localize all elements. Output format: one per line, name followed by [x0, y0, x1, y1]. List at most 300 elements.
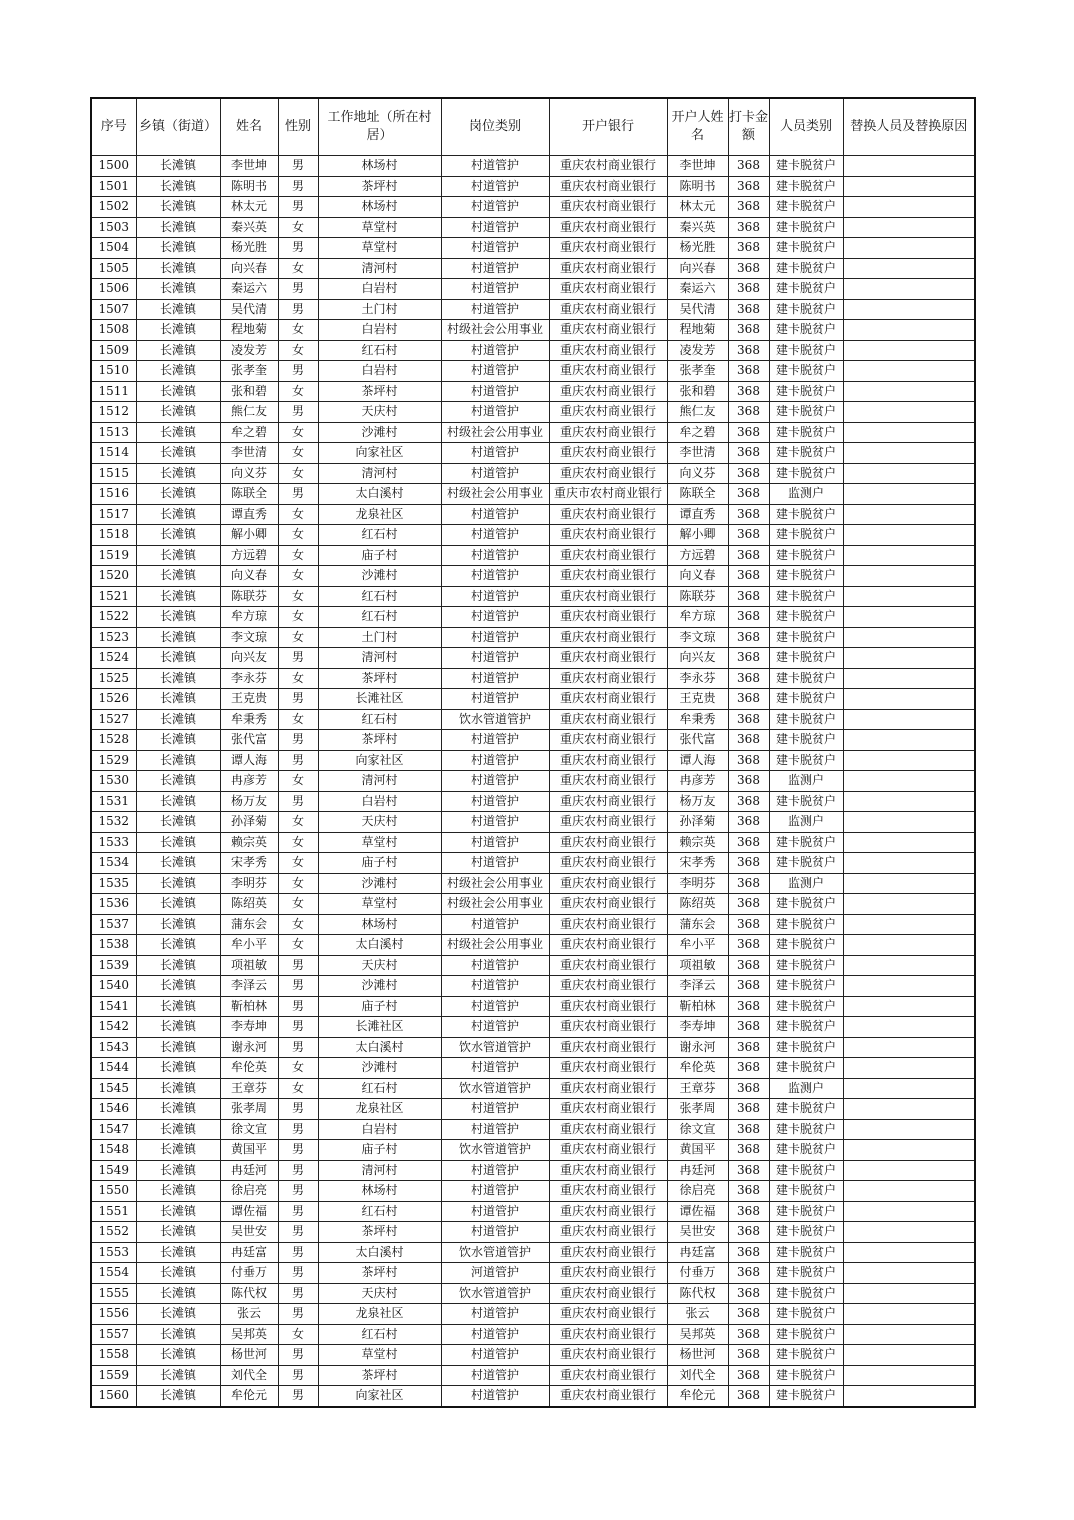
- cell-name: 牟伦英: [220, 1058, 278, 1079]
- cell-gender: 女: [278, 812, 318, 833]
- cell-position-type: 村道管护: [441, 955, 549, 976]
- cell-name: 赖宗英: [220, 832, 278, 853]
- cell-position-type: 村道管护: [441, 791, 549, 812]
- header-index: 序号: [91, 98, 136, 156]
- cell-name: 程地菊: [220, 320, 278, 341]
- table-row: [91, 1099, 975, 1120]
- cell-position-type: 村道管护: [441, 238, 549, 259]
- cell-account-holder: 李世坤: [667, 156, 728, 177]
- cell-gender: 女: [278, 935, 318, 956]
- cell-amount: 368: [728, 381, 769, 402]
- cell-person-category: 建卡脱贫户: [769, 730, 843, 751]
- cell-account-holder: 李永芬: [667, 668, 728, 689]
- cell-account-holder: 牟伦元: [667, 1386, 728, 1407]
- cell-name: 吴邦英: [220, 1324, 278, 1345]
- cell-index: 1502: [91, 197, 136, 218]
- cell-account-holder: 陈联芬: [667, 586, 728, 607]
- cell-bank: 重庆农村商业银行: [549, 176, 667, 197]
- cell-amount: 368: [728, 238, 769, 259]
- cell-person-category: 建卡脱贫户: [769, 976, 843, 997]
- cell-name: 张和碧: [220, 381, 278, 402]
- cell-position-type: 村道管护: [441, 607, 549, 628]
- cell-work-address: 长滩社区: [318, 689, 441, 710]
- cell-replacement: [843, 1058, 975, 1079]
- cell-township: 长滩镇: [136, 1078, 220, 1099]
- cell-position-type: 村道管护: [441, 156, 549, 177]
- cell-replacement: [843, 709, 975, 730]
- cell-bank: 重庆农村商业银行: [549, 627, 667, 648]
- cell-position-type: 村道管护: [441, 1181, 549, 1202]
- cell-account-holder: 付垂万: [667, 1263, 728, 1284]
- table-row: [91, 1140, 975, 1161]
- cell-position-type: 村道管护: [441, 197, 549, 218]
- cell-person-category: 监测户: [769, 484, 843, 505]
- cell-person-category: 建卡脱贫户: [769, 504, 843, 525]
- cell-gender: 女: [278, 504, 318, 525]
- table-row: [91, 832, 975, 853]
- table-row: [91, 402, 975, 423]
- cell-bank: 重庆农村商业银行: [549, 1242, 667, 1263]
- cell-amount: 368: [728, 607, 769, 628]
- cell-amount: 368: [728, 545, 769, 566]
- cell-position-type: 村道管护: [441, 996, 549, 1017]
- cell-replacement: [843, 545, 975, 566]
- cell-replacement: [843, 320, 975, 341]
- cell-township: 长滩镇: [136, 320, 220, 341]
- cell-name: 杨万友: [220, 791, 278, 812]
- cell-account-holder: 牟方琼: [667, 607, 728, 628]
- cell-position-type: 村道管护: [441, 1324, 549, 1345]
- cell-township: 长滩镇: [136, 976, 220, 997]
- cell-name: 项祖敏: [220, 955, 278, 976]
- cell-work-address: 龙泉社区: [318, 504, 441, 525]
- cell-name: 秦运六: [220, 279, 278, 300]
- cell-replacement: [843, 1345, 975, 1366]
- cell-bank: 重庆农村商业银行: [549, 832, 667, 853]
- cell-work-address: 白岩村: [318, 791, 441, 812]
- cell-bank: 重庆农村商业银行: [549, 1263, 667, 1284]
- cell-amount: 368: [728, 361, 769, 382]
- cell-replacement: [843, 1099, 975, 1120]
- cell-amount: 368: [728, 279, 769, 300]
- cell-bank: 重庆农村商业银行: [549, 566, 667, 587]
- cell-gender: 男: [278, 1017, 318, 1038]
- cell-account-holder: 陈绍英: [667, 894, 728, 915]
- cell-work-address: 龙泉社区: [318, 1304, 441, 1325]
- header-name: 姓名: [220, 98, 278, 156]
- cell-amount: 368: [728, 791, 769, 812]
- cell-gender: 女: [278, 1324, 318, 1345]
- cell-amount: 368: [728, 873, 769, 894]
- cell-position-type: 村道管护: [441, 1160, 549, 1181]
- cell-account-holder: 谭直秀: [667, 504, 728, 525]
- cell-replacement: [843, 1119, 975, 1140]
- cell-index: 1536: [91, 894, 136, 915]
- cell-township: 长滩镇: [136, 1283, 220, 1304]
- cell-township: 长滩镇: [136, 1140, 220, 1161]
- cell-position-type: 村道管护: [441, 1386, 549, 1407]
- cell-person-category: 建卡脱贫户: [769, 381, 843, 402]
- cell-index: 1520: [91, 566, 136, 587]
- cell-bank: 重庆农村商业银行: [549, 1181, 667, 1202]
- table-row: [91, 730, 975, 751]
- table-row: [91, 1058, 975, 1079]
- cell-gender: 男: [278, 1283, 318, 1304]
- cell-work-address: 天庆村: [318, 1283, 441, 1304]
- header-row: [91, 98, 975, 156]
- cell-gender: 男: [278, 1263, 318, 1284]
- cell-index: 1532: [91, 812, 136, 833]
- cell-replacement: [843, 238, 975, 259]
- cell-person-category: 建卡脱贫户: [769, 1345, 843, 1366]
- cell-gender: 女: [278, 853, 318, 874]
- cell-work-address: 太白溪村: [318, 1242, 441, 1263]
- cell-account-holder: 吴邦英: [667, 1324, 728, 1345]
- table-row: [91, 1324, 975, 1345]
- cell-position-type: 村道管护: [441, 279, 549, 300]
- cell-person-category: 建卡脱贫户: [769, 463, 843, 484]
- table-row: [91, 1365, 975, 1386]
- cell-work-address: 红石村: [318, 340, 441, 361]
- cell-amount: 368: [728, 1058, 769, 1079]
- cell-replacement: [843, 402, 975, 423]
- cell-person-category: 建卡脱贫户: [769, 894, 843, 915]
- cell-work-address: 沙滩村: [318, 976, 441, 997]
- cell-person-category: 建卡脱贫户: [769, 1058, 843, 1079]
- cell-account-holder: 吴世安: [667, 1222, 728, 1243]
- cell-replacement: [843, 873, 975, 894]
- header-account-holder: 开户人姓名: [667, 98, 728, 156]
- cell-name: 孙泽菊: [220, 812, 278, 833]
- cell-gender: 女: [278, 1058, 318, 1079]
- table-row: [91, 176, 975, 197]
- cell-person-category: 建卡脱贫户: [769, 1324, 843, 1345]
- cell-position-type: 村道管护: [441, 1017, 549, 1038]
- cell-index: 1529: [91, 750, 136, 771]
- cell-bank: 重庆农村商业银行: [549, 1365, 667, 1386]
- cell-account-holder: 程地菊: [667, 320, 728, 341]
- cell-replacement: [843, 1017, 975, 1038]
- cell-township: 长滩镇: [136, 217, 220, 238]
- cell-account-holder: 方远碧: [667, 545, 728, 566]
- cell-person-category: 建卡脱贫户: [769, 1119, 843, 1140]
- cell-person-category: 建卡脱贫户: [769, 1017, 843, 1038]
- cell-index: 1550: [91, 1181, 136, 1202]
- cell-bank: 重庆农村商业银行: [549, 1099, 667, 1120]
- table-row: [91, 627, 975, 648]
- cell-gender: 男: [278, 176, 318, 197]
- cell-person-category: 建卡脱贫户: [769, 156, 843, 177]
- cell-township: 长滩镇: [136, 381, 220, 402]
- table-row: [91, 1078, 975, 1099]
- cell-work-address: 白岩村: [318, 361, 441, 382]
- cell-township: 长滩镇: [136, 176, 220, 197]
- cell-bank: 重庆农村商业银行: [549, 668, 667, 689]
- cell-position-type: 村道管护: [441, 258, 549, 279]
- cell-bank: 重庆农村商业银行: [549, 648, 667, 669]
- cell-name: 谭佐福: [220, 1201, 278, 1222]
- cell-bank: 重庆农村商业银行: [549, 1345, 667, 1366]
- cell-gender: 女: [278, 463, 318, 484]
- table-row: [91, 586, 975, 607]
- cell-replacement: [843, 1201, 975, 1222]
- header-person-category: 人员类别: [769, 98, 843, 156]
- cell-index: 1504: [91, 238, 136, 259]
- cell-account-holder: 徐启亮: [667, 1181, 728, 1202]
- cell-gender: 女: [278, 566, 318, 587]
- cell-township: 长滩镇: [136, 894, 220, 915]
- cell-replacement: [843, 381, 975, 402]
- table-row: [91, 1181, 975, 1202]
- cell-work-address: 向家社区: [318, 750, 441, 771]
- cell-position-type: 村道管护: [441, 463, 549, 484]
- cell-township: 长滩镇: [136, 873, 220, 894]
- cell-gender: 男: [278, 1099, 318, 1120]
- cell-bank: 重庆农村商业银行: [549, 996, 667, 1017]
- cell-bank: 重庆农村商业银行: [549, 1304, 667, 1325]
- cell-account-holder: 杨光胜: [667, 238, 728, 259]
- cell-account-holder: 熊仁友: [667, 402, 728, 423]
- cell-position-type: 村道管护: [441, 1345, 549, 1366]
- cell-bank: 重庆农村商业银行: [549, 504, 667, 525]
- cell-gender: 女: [278, 320, 318, 341]
- cell-gender: 男: [278, 402, 318, 423]
- cell-index: 1530: [91, 771, 136, 792]
- cell-index: 1512: [91, 402, 136, 423]
- cell-person-category: 建卡脱贫户: [769, 935, 843, 956]
- cell-account-holder: 张孝周: [667, 1099, 728, 1120]
- cell-position-type: 村道管护: [441, 853, 549, 874]
- cell-gender: 女: [278, 709, 318, 730]
- cell-bank: 重庆农村商业银行: [549, 750, 667, 771]
- cell-name: 谭直秀: [220, 504, 278, 525]
- cell-name: 宋孝秀: [220, 853, 278, 874]
- cell-index: 1541: [91, 996, 136, 1017]
- cell-index: 1516: [91, 484, 136, 505]
- cell-name: 张代富: [220, 730, 278, 751]
- cell-bank: 重庆农村商业银行: [549, 586, 667, 607]
- cell-name: 向义春: [220, 566, 278, 587]
- cell-township: 长滩镇: [136, 156, 220, 177]
- cell-township: 长滩镇: [136, 791, 220, 812]
- cell-amount: 368: [728, 463, 769, 484]
- cell-replacement: [843, 730, 975, 751]
- cell-position-type: 村道管护: [441, 1099, 549, 1120]
- cell-name: 牟小平: [220, 935, 278, 956]
- cell-bank: 重庆农村商业银行: [549, 463, 667, 484]
- table-row: [91, 709, 975, 730]
- cell-work-address: 茶坪村: [318, 1365, 441, 1386]
- cell-replacement: [843, 914, 975, 935]
- cell-person-category: 建卡脱贫户: [769, 1283, 843, 1304]
- cell-work-address: 草堂村: [318, 217, 441, 238]
- cell-amount: 368: [728, 197, 769, 218]
- cell-bank: 重庆农村商业银行: [549, 894, 667, 915]
- cell-bank: 重庆农村商业银行: [549, 238, 667, 259]
- cell-replacement: [843, 771, 975, 792]
- table-row: [91, 996, 975, 1017]
- cell-amount: 368: [728, 1222, 769, 1243]
- cell-work-address: 草堂村: [318, 832, 441, 853]
- cell-bank: 重庆农村商业银行: [549, 258, 667, 279]
- cell-position-type: 村道管护: [441, 504, 549, 525]
- cell-position-type: 饮水管道管护: [441, 1140, 549, 1161]
- cell-work-address: 茶坪村: [318, 1263, 441, 1284]
- cell-township: 长滩镇: [136, 1324, 220, 1345]
- cell-account-holder: 王章芬: [667, 1078, 728, 1099]
- cell-index: 1506: [91, 279, 136, 300]
- cell-township: 长滩镇: [136, 627, 220, 648]
- cell-name: 冉廷河: [220, 1160, 278, 1181]
- cell-amount: 368: [728, 1140, 769, 1161]
- cell-person-category: 建卡脱贫户: [769, 689, 843, 710]
- cell-position-type: 村道管护: [441, 771, 549, 792]
- cell-person-category: 监测户: [769, 771, 843, 792]
- cell-amount: 368: [728, 299, 769, 320]
- cell-amount: 368: [728, 1242, 769, 1263]
- cell-position-type: 村道管护: [441, 976, 549, 997]
- cell-replacement: [843, 1160, 975, 1181]
- cell-index: 1553: [91, 1242, 136, 1263]
- cell-amount: 368: [728, 689, 769, 710]
- cell-bank: 重庆农村商业银行: [549, 381, 667, 402]
- table-row: [91, 1160, 975, 1181]
- cell-account-holder: 秦兴英: [667, 217, 728, 238]
- cell-position-type: 村道管护: [441, 299, 549, 320]
- cell-work-address: 太白溪村: [318, 935, 441, 956]
- cell-township: 长滩镇: [136, 689, 220, 710]
- cell-position-type: 村道管护: [441, 176, 549, 197]
- cell-township: 长滩镇: [136, 709, 220, 730]
- cell-name: 方远碧: [220, 545, 278, 566]
- cell-township: 长滩镇: [136, 1201, 220, 1222]
- cell-amount: 368: [728, 668, 769, 689]
- cell-work-address: 红石村: [318, 1324, 441, 1345]
- cell-position-type: 饮水管道管护: [441, 1078, 549, 1099]
- cell-person-category: 建卡脱贫户: [769, 1201, 843, 1222]
- cell-name: 牟伦元: [220, 1386, 278, 1407]
- cell-amount: 368: [728, 771, 769, 792]
- cell-index: 1549: [91, 1160, 136, 1181]
- cell-replacement: [843, 1263, 975, 1284]
- cell-amount: 368: [728, 935, 769, 956]
- cell-amount: 368: [728, 1099, 769, 1120]
- cell-replacement: [843, 586, 975, 607]
- cell-work-address: 沙滩村: [318, 1058, 441, 1079]
- cell-position-type: 饮水管道管护: [441, 1242, 549, 1263]
- cell-account-holder: 牟之碧: [667, 422, 728, 443]
- cell-amount: 368: [728, 1201, 769, 1222]
- cell-work-address: 清河村: [318, 648, 441, 669]
- cell-person-category: 建卡脱贫户: [769, 955, 843, 976]
- cell-position-type: 村道管护: [441, 668, 549, 689]
- table-row: [91, 463, 975, 484]
- cell-township: 长滩镇: [136, 402, 220, 423]
- cell-name: 李世坤: [220, 156, 278, 177]
- cell-work-address: 向家社区: [318, 443, 441, 464]
- cell-index: 1524: [91, 648, 136, 669]
- cell-account-holder: 林太元: [667, 197, 728, 218]
- cell-gender: 女: [278, 443, 318, 464]
- cell-work-address: 庙子村: [318, 996, 441, 1017]
- cell-person-category: 建卡脱贫户: [769, 709, 843, 730]
- cell-replacement: [843, 853, 975, 874]
- cell-replacement: [843, 832, 975, 853]
- cell-position-type: 村级社会公用事业: [441, 873, 549, 894]
- cell-amount: 368: [728, 976, 769, 997]
- cell-amount: 368: [728, 853, 769, 874]
- roster-table: [90, 97, 976, 1408]
- table-row: [91, 914, 975, 935]
- cell-gender: 女: [278, 914, 318, 935]
- cell-index: 1501: [91, 176, 136, 197]
- cell-work-address: 红石村: [318, 1078, 441, 1099]
- cell-replacement: [843, 750, 975, 771]
- cell-township: 长滩镇: [136, 935, 220, 956]
- cell-bank: 重庆农村商业银行: [549, 402, 667, 423]
- cell-name: 王克贵: [220, 689, 278, 710]
- cell-gender: 男: [278, 1160, 318, 1181]
- cell-gender: 女: [278, 771, 318, 792]
- cell-bank: 重庆农村商业银行: [549, 771, 667, 792]
- cell-person-category: 建卡脱贫户: [769, 1160, 843, 1181]
- header-position-type: 岗位类别: [441, 98, 549, 156]
- cell-replacement: [843, 1037, 975, 1058]
- cell-gender: 女: [278, 258, 318, 279]
- cell-amount: 368: [728, 320, 769, 341]
- cell-gender: 女: [278, 668, 318, 689]
- cell-account-holder: 谢永河: [667, 1037, 728, 1058]
- cell-replacement: [843, 668, 975, 689]
- cell-account-holder: 李文琼: [667, 627, 728, 648]
- cell-person-category: 监测户: [769, 873, 843, 894]
- cell-account-holder: 李泽云: [667, 976, 728, 997]
- cell-person-category: 建卡脱贫户: [769, 197, 843, 218]
- cell-account-holder: 吴代清: [667, 299, 728, 320]
- cell-position-type: 村级社会公用事业: [441, 935, 549, 956]
- cell-work-address: 草堂村: [318, 238, 441, 259]
- cell-township: 长滩镇: [136, 258, 220, 279]
- cell-gender: 男: [278, 730, 318, 751]
- cell-replacement: [843, 340, 975, 361]
- cell-replacement: [843, 1078, 975, 1099]
- cell-amount: 368: [728, 648, 769, 669]
- cell-position-type: 饮水管道管护: [441, 709, 549, 730]
- cell-index: 1534: [91, 853, 136, 874]
- cell-name: 陈绍英: [220, 894, 278, 915]
- cell-person-category: 建卡脱贫户: [769, 1242, 843, 1263]
- cell-gender: 女: [278, 1078, 318, 1099]
- cell-replacement: [843, 176, 975, 197]
- cell-gender: 男: [278, 1386, 318, 1407]
- cell-replacement: [843, 197, 975, 218]
- cell-bank: 重庆农村商业银行: [549, 545, 667, 566]
- cell-account-holder: 解小卿: [667, 525, 728, 546]
- cell-bank: 重庆农村商业银行: [549, 1017, 667, 1038]
- cell-person-category: 建卡脱贫户: [769, 258, 843, 279]
- cell-index: 1526: [91, 689, 136, 710]
- cell-amount: 368: [728, 1365, 769, 1386]
- cell-index: 1538: [91, 935, 136, 956]
- cell-person-category: 建卡脱贫户: [769, 648, 843, 669]
- table-row: [91, 1345, 975, 1366]
- cell-name: 凌发芳: [220, 340, 278, 361]
- cell-account-holder: 陈代权: [667, 1283, 728, 1304]
- cell-account-holder: 刘代全: [667, 1365, 728, 1386]
- cell-index: 1546: [91, 1099, 136, 1120]
- cell-position-type: 村道管护: [441, 627, 549, 648]
- table-row: [91, 812, 975, 833]
